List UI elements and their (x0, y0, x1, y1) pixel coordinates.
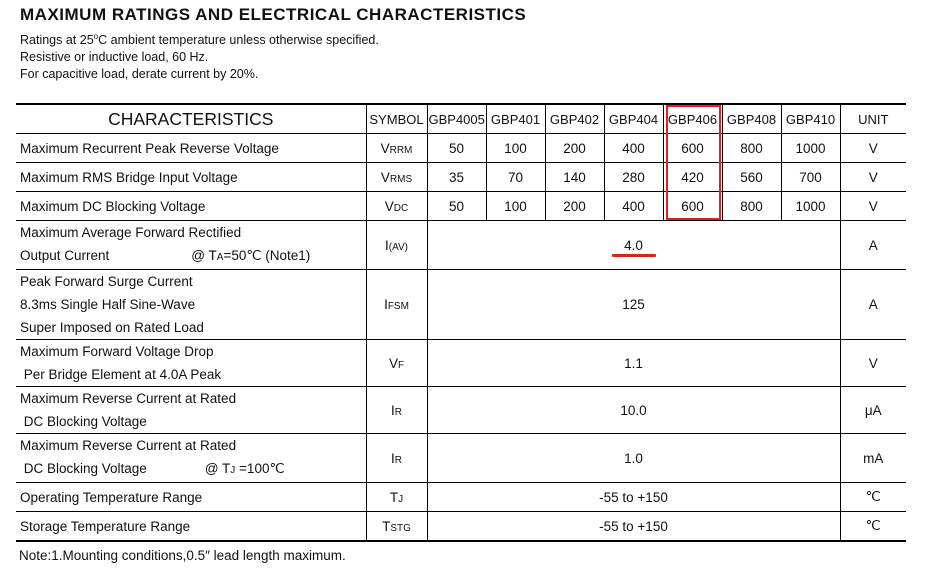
row-symbol: TJ (366, 483, 427, 512)
row-label: Maximum Reverse Current at Rated DC Blocking Voltage @ TJ =100℃ (16, 434, 366, 483)
value-cell: 35 (427, 163, 486, 192)
row-symbol: IR (366, 387, 427, 434)
row-symbol: I(AV) (366, 221, 427, 270)
header-unit: UNIT (840, 104, 906, 134)
value-cell: 125 (427, 270, 840, 340)
unit-cell: V (840, 134, 906, 163)
header-gbp410: GBP410 (781, 104, 840, 134)
header-symbol: SYMBOL (366, 104, 427, 134)
value-cell: 600 (663, 192, 722, 221)
row-symbol: IFSM (366, 270, 427, 340)
table-row (16, 387, 906, 434)
unit-cell: V (840, 163, 906, 192)
unit-cell: μA (840, 387, 906, 434)
row-symbol: VF (366, 340, 427, 387)
value-cell: 800 (722, 134, 781, 163)
row-label: Maximum RMS Bridge Input Voltage (16, 163, 366, 192)
gbp406-highlight-box (666, 105, 721, 220)
current-value-underline (612, 254, 656, 257)
value-cell: 400 (604, 192, 663, 221)
value-cell: 140 (545, 163, 604, 192)
value-cell: 1000 (781, 192, 840, 221)
row-label: Maximum Recurrent Peak Reverse Voltage (16, 134, 366, 163)
ratings-note: Ratings at 25$^o$C ambient temperature unless otherwise specified. (20, 32, 379, 47)
unit-cell: ℃ (840, 483, 906, 512)
value-cell: 1.0 (427, 434, 840, 483)
section-title: MAXIMUM RATINGS AND ELECTRICAL CHARACTERISTICS (20, 5, 527, 24)
unit-cell: ℃ (840, 512, 906, 542)
ratings-table (16, 103, 906, 542)
unit-cell: A (840, 221, 906, 270)
table-row (16, 221, 906, 270)
row-symbol: IR (366, 434, 427, 483)
document-header (20, 4, 526, 83)
header-gbp408: GBP408 (722, 104, 781, 134)
row-symbol: VRMS (366, 163, 427, 192)
value-cell: 800 (722, 192, 781, 221)
table-row (16, 163, 906, 192)
table-row (16, 340, 906, 387)
header-gbp402: GBP402 (545, 104, 604, 134)
value-cell: -55 to +150 (427, 512, 840, 542)
unit-cell: mA (840, 434, 906, 483)
table-row (16, 434, 906, 483)
footnote: Note:1.Mounting conditions,0.5″ lead length maximum. (19, 548, 346, 563)
row-symbol: TSTG (366, 512, 427, 542)
table-row (16, 512, 906, 542)
value-cell: 100 (486, 134, 545, 163)
value-cell: 420 (663, 163, 722, 192)
row-label: Storage Temperature Range (16, 512, 366, 542)
value-cell: 280 (604, 163, 663, 192)
unit-cell: A (840, 270, 906, 340)
value-cell: 50 (427, 192, 486, 221)
table-row (16, 483, 906, 512)
header-characteristics: CHARACTERISTICS (16, 104, 366, 134)
table-row (16, 134, 906, 163)
derate-note: For capacitive load, derate current by 20%. (20, 67, 259, 81)
value-cell: 4.0 (427, 221, 840, 270)
value-cell: 200 (545, 134, 604, 163)
row-label: Maximum Average Forward Rectified Output Current @ TA=50℃ (Note1) (16, 221, 366, 270)
value-cell: 700 (781, 163, 840, 192)
header-gbp404: GBP404 (604, 104, 663, 134)
value-cell: 100 (486, 192, 545, 221)
table-row (16, 270, 906, 340)
row-label: Operating Temperature Range (16, 483, 366, 512)
row-label: Maximum Reverse Current at Rated DC Blocking Voltage (16, 387, 366, 434)
value-cell: 70 (486, 163, 545, 192)
value-cell: -55 to +150 (427, 483, 840, 512)
value-cell: 50 (427, 134, 486, 163)
value-cell: 1.1 (427, 340, 840, 387)
value-cell: 400 (604, 134, 663, 163)
unit-cell: V (840, 340, 906, 387)
load-note: Resistive or inductive load, 60 Hz. (20, 50, 209, 64)
row-label: Maximum DC Blocking Voltage (16, 192, 366, 221)
header-gbp4005: GBP4005 (427, 104, 486, 134)
value-cell: 600 (663, 134, 722, 163)
row-label: Maximum Forward Voltage Drop Per Bridge Element at 4.0A Peak (16, 340, 366, 387)
header-gbp401: GBP401 (486, 104, 545, 134)
value-cell: 1000 (781, 134, 840, 163)
row-label: Peak Forward Surge Current 8.3ms Single Half Sine-Wave Super Imposed on Rated Load (16, 270, 366, 340)
unit-cell: V (840, 192, 906, 221)
value-cell: 200 (545, 192, 604, 221)
header-gbp406: GBP406 (663, 104, 722, 134)
table-row (16, 192, 906, 221)
row-symbol: VRRM (366, 134, 427, 163)
table-header-row (16, 104, 906, 134)
value-cell: 10.0 (427, 387, 840, 434)
row-symbol: VDC (366, 192, 427, 221)
value-cell: 560 (722, 163, 781, 192)
